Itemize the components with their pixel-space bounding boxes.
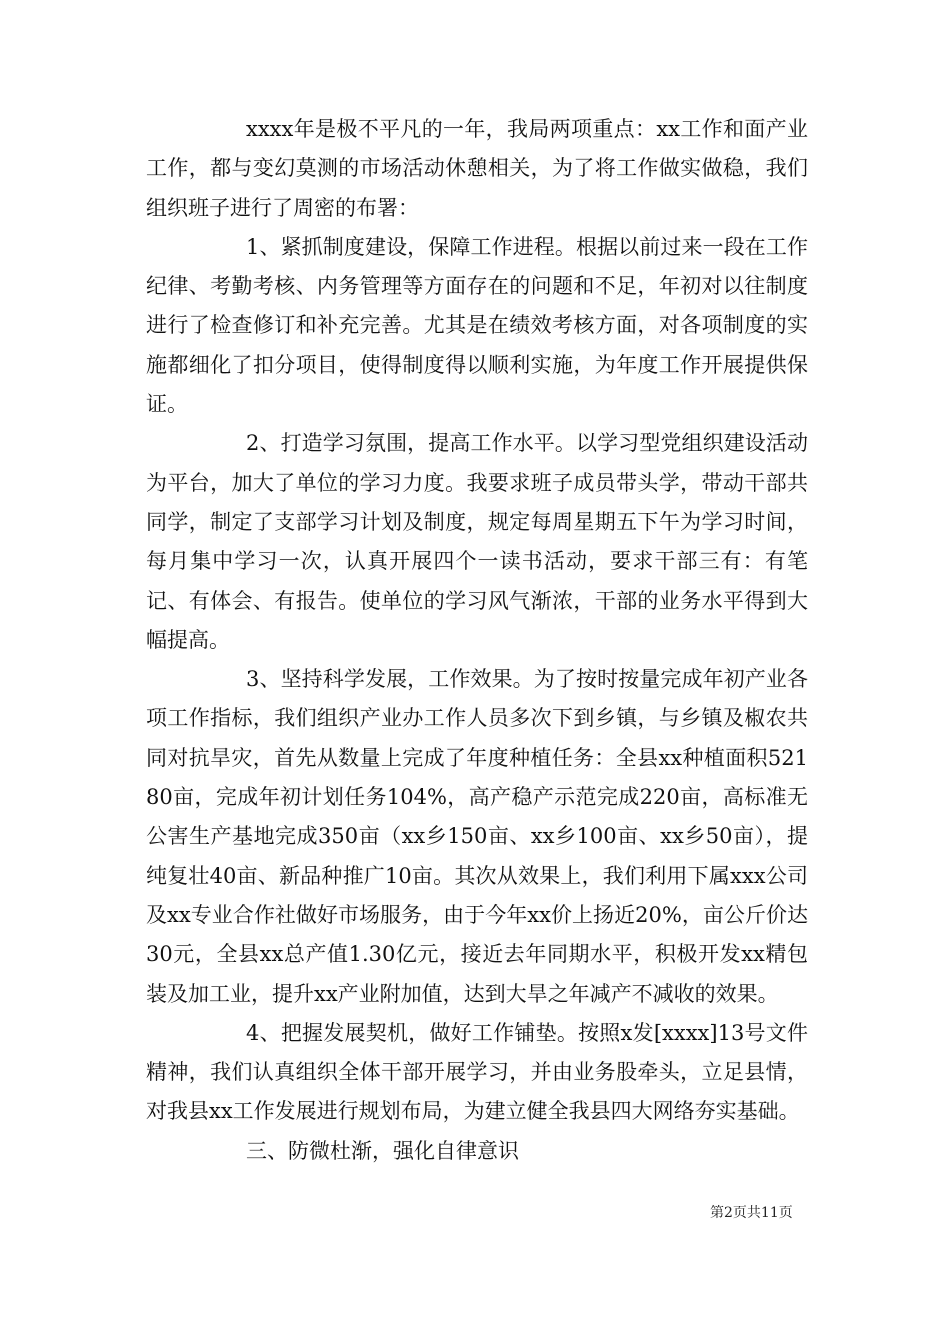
paragraph-item-2: 2、打造学习氛围，提高工作水平。以学习型党组织建设活动为平台，加大了单位的学习力度。我要求班子成员带头学，带动干部共同学，制定了支部学习计划及制度，规定每周星期五下午为学习时间，每月集中学习一次，认真开展四个一读书活动，要求干部三有：有笔记、有体会、有报告。使单位的学习风气渐浓，干部的业务水平得到大幅提高。: [146, 431, 808, 652]
paragraph-item-3: 3、坚持科学发展，工作效果。为了按时按量完成年初产业各项工作指标，我们组织产业办工作人员多次下到乡镇，与乡镇及椒农共同对抗旱灾，首先从数量上完成了年度种植任务：全县xx种植面积52180亩，完成年初计划任务104%，高产稳产示范完成220亩，高标准无公害生产基地完成350亩（xx乡150亩、xx乡100亩、xx乡50亩），提纯复壮40亩、新品种推广10亩。其次从效果上，我们利用下属xxx公司及xx专业合作社做好市场服务，由于今年xx价上扬近20%，亩公斤价达30元，全县xx总产值1.30亿元，接近去年同期水平，积极开发xx精包装及加工业，提升xx产业附加值，达到大旱之年减产不减收的效果。: [146, 667, 808, 1006]
paragraph-item-1: 1、紧抓制度建设，保障工作进程。根据以前过来一段在工作纪律、考勤考核、内务管理等方面存在的问题和不足，年初对以往制度进行了检查修订和补充完善。尤其是在绩效考核方面，对各项制度的实施都细化了扣分项目，使得制度得以顺利实施，为年度工作开展提供保证。: [146, 234, 808, 417]
paragraph-intro: xxxx年是极不平凡的一年，我局两项重点：xx工作和面产业工作，都与变幻莫测的市场活动休憩相关，为了将工作做实做稳，我们组织班子进行了周密的布署：: [146, 117, 808, 220]
paragraph-item-4: 4、把握发展契机，做好工作铺垫。按照x发[xxxx]13号文件精神，我们认真组织全体干部开展学习，并由业务股牵头，立足县情，对我县xx工作发展进行规划布局，为建立健全我县四大网络夯实基础。: [146, 1020, 808, 1124]
section-heading-3: 三、防微杜渐，强化自律意识: [246, 1138, 519, 1163]
page-number-footer: 第2页共11页: [710, 1205, 793, 1221]
document-body: [146, 110, 808, 1171]
